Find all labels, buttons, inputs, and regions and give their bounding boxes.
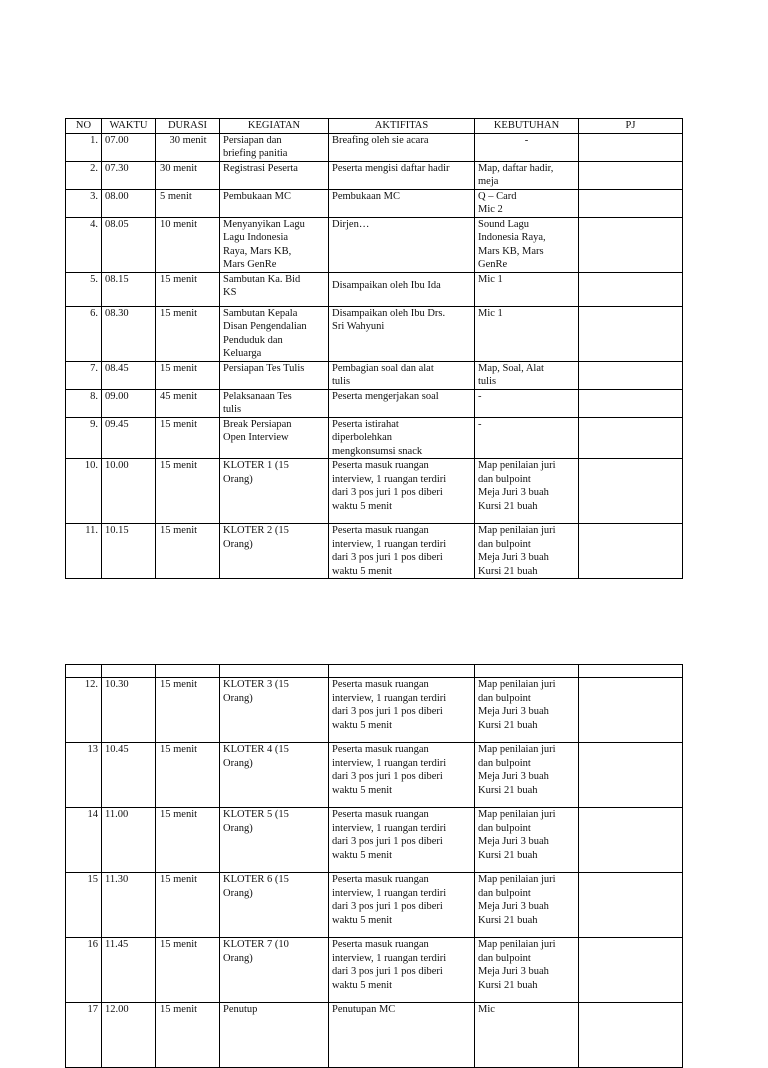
cell-pj bbox=[579, 743, 683, 808]
cell-kegiatan: Registrasi Peserta bbox=[220, 161, 329, 189]
cell-durasi: 15 menit bbox=[156, 361, 220, 389]
blank-cell bbox=[156, 665, 220, 678]
cell-durasi: 15 menit bbox=[156, 272, 220, 306]
cell-waktu: 09.00 bbox=[102, 389, 156, 417]
cell-kegiatan: KLOTER 4 (15 Orang) bbox=[220, 743, 329, 808]
header-aktifitas: AKTIFITAS bbox=[329, 119, 475, 134]
blank-cell bbox=[475, 665, 579, 678]
cell-no: 13 bbox=[66, 743, 102, 808]
header-waktu: WAKTU bbox=[102, 119, 156, 134]
header-no: NO bbox=[66, 119, 102, 134]
cell-aktifitas: Peserta istirahat diperbolehkan mengkonsumsi snack bbox=[329, 417, 475, 459]
cell-kebutuhan: Q – Card Mic 2 bbox=[475, 189, 579, 217]
cell-durasi: 15 menit bbox=[156, 808, 220, 873]
cell-waktu: 12.00 bbox=[102, 1003, 156, 1068]
cell-aktifitas: Peserta mengisi daftar hadir bbox=[329, 161, 475, 189]
cell-durasi: 10 menit bbox=[156, 217, 220, 272]
cell-waktu: 11.45 bbox=[102, 938, 156, 1003]
cell-no: 17 bbox=[66, 1003, 102, 1068]
cell-waktu: 11.30 bbox=[102, 873, 156, 938]
table-row bbox=[66, 189, 683, 217]
table-row bbox=[66, 306, 683, 361]
cell-pj bbox=[579, 389, 683, 417]
table-blank-row bbox=[66, 665, 683, 678]
cell-kegiatan: Menyanyikan Lagu Lagu Indonesia Raya, Mars KB, Mars GenRe bbox=[220, 217, 329, 272]
cell-pj bbox=[579, 217, 683, 272]
cell-kegiatan: Persiapan dan briefing panitia bbox=[220, 133, 329, 161]
cell-durasi: 5 menit bbox=[156, 189, 220, 217]
schedule-table-page-2 bbox=[65, 664, 683, 1068]
cell-durasi: 15 menit bbox=[156, 678, 220, 743]
table-row bbox=[66, 873, 683, 938]
cell-durasi: 15 menit bbox=[156, 524, 220, 579]
cell-aktifitas: Penutupan MC bbox=[329, 1003, 475, 1068]
table-row bbox=[66, 272, 683, 306]
cell-kegiatan: KLOTER 7 (10 Orang) bbox=[220, 938, 329, 1003]
cell-kebutuhan: Map penilaian juri dan bulpoint Meja Juri 3 buah Kursi 21 buah bbox=[475, 459, 579, 524]
cell-pj bbox=[579, 133, 683, 161]
table-row bbox=[66, 524, 683, 579]
cell-durasi: 15 menit bbox=[156, 873, 220, 938]
cell-aktifitas: Breafing oleh sie acara bbox=[329, 133, 475, 161]
blank-cell bbox=[66, 665, 102, 678]
cell-kegiatan: Break Persiapan Open Interview bbox=[220, 417, 329, 459]
cell-waktu: 10.30 bbox=[102, 678, 156, 743]
table-header-row bbox=[66, 119, 683, 134]
cell-waktu: 09.45 bbox=[102, 417, 156, 459]
cell-kebutuhan: Map penilaian juri dan bulpoint Meja Juri 3 buah Kursi 21 buah bbox=[475, 873, 579, 938]
cell-kegiatan: Penutup bbox=[220, 1003, 329, 1068]
cell-aktifitas: Peserta mengerjakan soal bbox=[329, 389, 475, 417]
table-row bbox=[66, 938, 683, 1003]
blank-cell bbox=[579, 665, 683, 678]
table-row bbox=[66, 417, 683, 459]
cell-aktifitas: Dirjen… bbox=[329, 217, 475, 272]
cell-durasi: 30 menit bbox=[156, 133, 220, 161]
cell-no: 3. bbox=[66, 189, 102, 217]
cell-pj bbox=[579, 161, 683, 189]
cell-pj bbox=[579, 417, 683, 459]
table-row bbox=[66, 678, 683, 743]
cell-kebutuhan: Map penilaian juri dan bulpoint Meja Juri 3 buah Kursi 21 buah bbox=[475, 808, 579, 873]
cell-kebutuhan: Mic 1 bbox=[475, 272, 579, 306]
cell-kebutuhan: Map penilaian juri dan bulpoint Meja Juri 3 buah Kursi 21 buah bbox=[475, 743, 579, 808]
table-row bbox=[66, 361, 683, 389]
table-row bbox=[66, 161, 683, 189]
cell-pj bbox=[579, 524, 683, 579]
cell-durasi: 15 menit bbox=[156, 1003, 220, 1068]
cell-no: 8. bbox=[66, 389, 102, 417]
cell-durasi: 15 menit bbox=[156, 938, 220, 1003]
cell-no: 2. bbox=[66, 161, 102, 189]
cell-kebutuhan: Map penilaian juri dan bulpoint Meja Juri 3 buah Kursi 21 buah bbox=[475, 938, 579, 1003]
cell-aktifitas: Peserta masuk ruangan interview, 1 ruangan terdiri dari 3 pos juri 1 pos diberi waktu 5 menit bbox=[329, 743, 475, 808]
cell-pj bbox=[579, 938, 683, 1003]
cell-kegiatan: KLOTER 5 (15 Orang) bbox=[220, 808, 329, 873]
cell-no: 4. bbox=[66, 217, 102, 272]
cell-aktifitas: Peserta masuk ruangan interview, 1 ruangan terdiri dari 3 pos juri 1 pos diberi waktu 5 menit bbox=[329, 678, 475, 743]
cell-durasi: 45 menit bbox=[156, 389, 220, 417]
cell-aktifitas: Peserta masuk ruangan interview, 1 ruangan terdiri dari 3 pos juri 1 pos diberi waktu 5 menit bbox=[329, 524, 475, 579]
cell-pj bbox=[579, 189, 683, 217]
cell-aktifitas: Peserta masuk ruangan interview, 1 ruangan terdiri dari 3 pos juri 1 pos diberi waktu 5 menit bbox=[329, 938, 475, 1003]
cell-kegiatan: Persiapan Tes Tulis bbox=[220, 361, 329, 389]
cell-no: 16 bbox=[66, 938, 102, 1003]
cell-waktu: 08.15 bbox=[102, 272, 156, 306]
cell-kebutuhan: - bbox=[475, 417, 579, 459]
cell-no: 5. bbox=[66, 272, 102, 306]
cell-waktu: 10.00 bbox=[102, 459, 156, 524]
cell-no: 14 bbox=[66, 808, 102, 873]
header-kebutuhan: KEBUTUHAN bbox=[475, 119, 579, 134]
cell-kegiatan: Sambutan Ka. Bid KS bbox=[220, 272, 329, 306]
cell-waktu: 08.00 bbox=[102, 189, 156, 217]
cell-kegiatan: Pembukaan MC bbox=[220, 189, 329, 217]
cell-durasi: 15 menit bbox=[156, 306, 220, 361]
cell-durasi: 30 menit bbox=[156, 161, 220, 189]
cell-no: 15 bbox=[66, 873, 102, 938]
cell-no: 11. bbox=[66, 524, 102, 579]
table-row bbox=[66, 133, 683, 161]
blank-cell bbox=[220, 665, 329, 678]
cell-kebutuhan: Map penilaian juri dan bulpoint Meja Juri 3 buah Kursi 21 buah bbox=[475, 678, 579, 743]
cell-pj bbox=[579, 1003, 683, 1068]
table-row bbox=[66, 808, 683, 873]
table-row bbox=[66, 459, 683, 524]
header-pj: PJ bbox=[579, 119, 683, 134]
cell-no: 12. bbox=[66, 678, 102, 743]
blank-cell bbox=[102, 665, 156, 678]
cell-kebutuhan: Map penilaian juri dan bulpoint Meja Juri 3 buah Kursi 21 buah bbox=[475, 524, 579, 579]
cell-kebutuhan: Map, daftar hadir, meja bbox=[475, 161, 579, 189]
header-kegiatan: KEGIATAN bbox=[220, 119, 329, 134]
cell-kegiatan: Sambutan Kepala Disan Pengendalian Penduduk dan Keluarga bbox=[220, 306, 329, 361]
cell-waktu: 08.45 bbox=[102, 361, 156, 389]
cell-waktu: 07.00 bbox=[102, 133, 156, 161]
cell-pj bbox=[579, 678, 683, 743]
cell-kegiatan: KLOTER 1 (15 Orang) bbox=[220, 459, 329, 524]
cell-aktifitas: Peserta masuk ruangan interview, 1 ruangan terdiri dari 3 pos juri 1 pos diberi waktu 5 menit bbox=[329, 808, 475, 873]
cell-waktu: 07.30 bbox=[102, 161, 156, 189]
header-durasi: DURASI bbox=[156, 119, 220, 134]
cell-durasi: 15 menit bbox=[156, 459, 220, 524]
table-row bbox=[66, 743, 683, 808]
cell-kebutuhan: Mic bbox=[475, 1003, 579, 1068]
cell-no: 9. bbox=[66, 417, 102, 459]
cell-waktu: 10.15 bbox=[102, 524, 156, 579]
cell-kegiatan: KLOTER 6 (15 Orang) bbox=[220, 873, 329, 938]
cell-aktifitas: Pembukaan MC bbox=[329, 189, 475, 217]
table-row bbox=[66, 217, 683, 272]
cell-kegiatan: KLOTER 3 (15 Orang) bbox=[220, 678, 329, 743]
cell-no: 10. bbox=[66, 459, 102, 524]
blank-cell bbox=[329, 665, 475, 678]
schedule-table-page-1 bbox=[65, 118, 683, 579]
cell-kebutuhan: Sound Lagu Indonesia Raya, Mars KB, Mars GenRe bbox=[475, 217, 579, 272]
cell-waktu: 08.05 bbox=[102, 217, 156, 272]
table-row bbox=[66, 1003, 683, 1068]
cell-kegiatan: KLOTER 2 (15 Orang) bbox=[220, 524, 329, 579]
cell-kebutuhan: - bbox=[475, 133, 579, 161]
cell-aktifitas: Peserta masuk ruangan interview, 1 ruangan terdiri dari 3 pos juri 1 pos diberi waktu 5 menit bbox=[329, 873, 475, 938]
cell-pj bbox=[579, 459, 683, 524]
cell-no: 1. bbox=[66, 133, 102, 161]
cell-pj bbox=[579, 272, 683, 306]
cell-aktifitas: Pembagian soal dan alat tulis bbox=[329, 361, 475, 389]
cell-waktu: 11.00 bbox=[102, 808, 156, 873]
cell-kegiatan: Pelaksanaan Tes tulis bbox=[220, 389, 329, 417]
cell-waktu: 08.30 bbox=[102, 306, 156, 361]
cell-pj bbox=[579, 306, 683, 361]
cell-durasi: 15 menit bbox=[156, 743, 220, 808]
cell-no: 6. bbox=[66, 306, 102, 361]
cell-pj bbox=[579, 873, 683, 938]
table-row bbox=[66, 389, 683, 417]
cell-kebutuhan: Map, Soal, Alat tulis bbox=[475, 361, 579, 389]
cell-aktifitas: Disampaikan oleh Ibu Ida bbox=[329, 272, 475, 306]
cell-durasi: 15 menit bbox=[156, 417, 220, 459]
cell-pj bbox=[579, 808, 683, 873]
cell-pj bbox=[579, 361, 683, 389]
cell-no: 7. bbox=[66, 361, 102, 389]
cell-kebutuhan: Mic 1 bbox=[475, 306, 579, 361]
cell-kebutuhan: - bbox=[475, 389, 579, 417]
cell-aktifitas: Peserta masuk ruangan interview, 1 ruangan terdiri dari 3 pos juri 1 pos diberi waktu 5 menit bbox=[329, 459, 475, 524]
cell-waktu: 10.45 bbox=[102, 743, 156, 808]
cell-aktifitas: Disampaikan oleh Ibu Drs. Sri Wahyuni bbox=[329, 306, 475, 361]
